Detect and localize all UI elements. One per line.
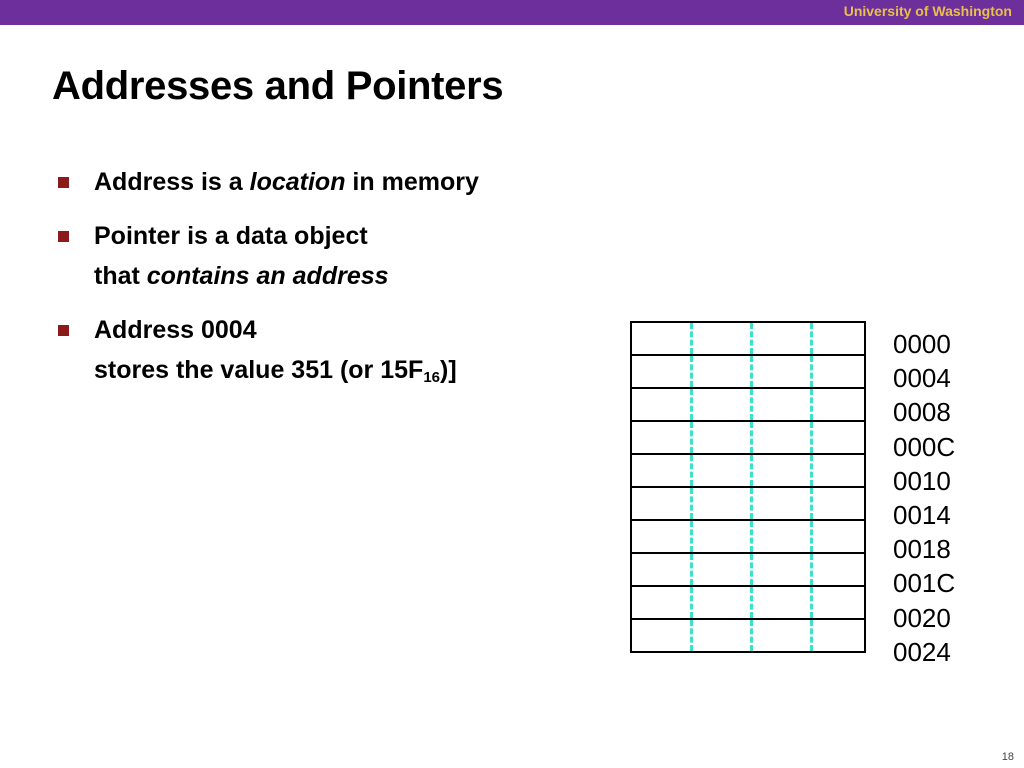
byte-divider <box>750 389 753 420</box>
memory-diagram <box>630 321 956 667</box>
byte-divider <box>750 422 753 453</box>
memory-row <box>630 453 866 486</box>
memory-row <box>630 354 866 387</box>
byte-divider <box>750 554 753 585</box>
memory-grid <box>630 321 866 653</box>
byte-divider <box>690 488 693 519</box>
address-label: 001C <box>893 568 956 599</box>
byte-divider <box>810 323 813 354</box>
byte-divider <box>810 422 813 453</box>
address-label: 0018 <box>893 534 951 565</box>
address-label: 0004 <box>893 363 951 394</box>
byte-divider <box>690 620 693 651</box>
byte-divider <box>690 422 693 453</box>
emphasis-location: location <box>249 168 346 196</box>
byte-divider <box>750 455 753 486</box>
hex-subscript: 16 <box>423 369 440 386</box>
page-number: 18 <box>1001 751 1014 763</box>
address-label: 0000 <box>893 329 951 359</box>
byte-divider <box>810 587 813 618</box>
bullet-list <box>56 162 479 404</box>
address-label: 000C <box>893 431 956 462</box>
byte-divider <box>750 356 753 387</box>
address-label: 0014 <box>893 499 951 530</box>
byte-divider <box>810 620 813 651</box>
memory-row <box>630 321 866 354</box>
memory-row <box>630 552 866 585</box>
byte-divider <box>810 521 813 552</box>
byte-divider <box>690 389 693 420</box>
bullet-square-icon <box>58 177 69 188</box>
bullet-square-icon <box>58 325 69 336</box>
byte-divider <box>750 587 753 618</box>
byte-divider <box>690 323 693 354</box>
bullet-address-example: Address 0004 stores the value 351 (or $15F_{16}$)] <box>56 310 479 390</box>
memory-row <box>630 618 866 653</box>
bullet-square-icon <box>58 231 69 242</box>
memory-row <box>630 519 866 552</box>
bullet-pointer-definition: Pointer is a data object that contains an address <box>56 216 479 296</box>
byte-divider <box>810 356 813 387</box>
byte-divider <box>690 455 693 486</box>
byte-divider <box>810 389 813 420</box>
byte-divider <box>810 455 813 486</box>
emphasis-contains-address: contains an address <box>146 262 389 290</box>
byte-divider <box>810 554 813 585</box>
bullet-address-location: Address is a location in memory <box>56 162 479 202</box>
byte-divider <box>750 620 753 651</box>
address-label-list <box>893 327 955 669</box>
slide-title: Addresses and Pointers <box>52 64 504 108</box>
address-label: 0024 <box>893 636 951 667</box>
institution-name: University of Washington <box>843 3 1012 19</box>
byte-divider <box>690 587 693 618</box>
byte-divider <box>810 488 813 519</box>
memory-row <box>630 387 866 420</box>
memory-row <box>630 420 866 453</box>
byte-divider <box>750 521 753 552</box>
memory-row <box>630 486 866 519</box>
byte-divider <box>690 356 693 387</box>
address-label: 0008 <box>893 397 951 428</box>
byte-divider <box>750 323 753 354</box>
header-bar <box>0 0 1024 25</box>
byte-divider <box>690 554 693 585</box>
byte-divider <box>750 488 753 519</box>
byte-divider <box>690 521 693 552</box>
memory-row <box>630 585 866 618</box>
address-label: 0020 <box>893 602 951 633</box>
address-label: 0010 <box>893 465 951 496</box>
